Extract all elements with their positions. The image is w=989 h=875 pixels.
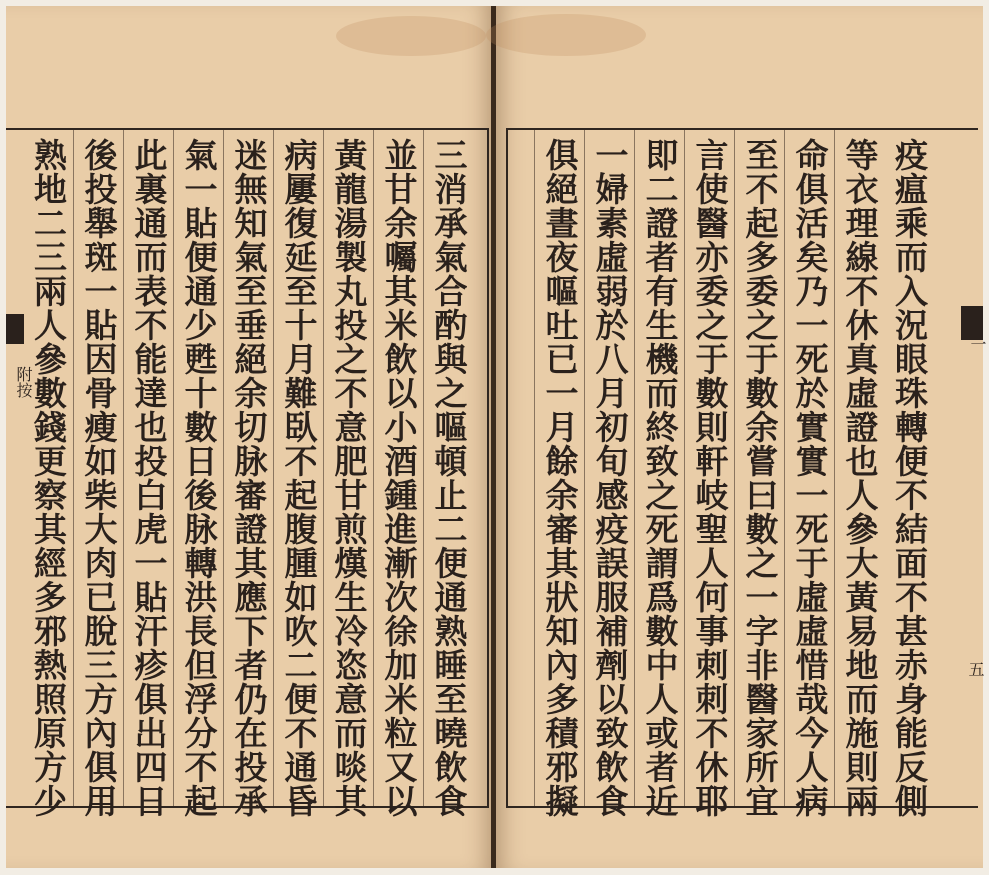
text-column: 後投舉斑一貼因骨瘦如柴大肉已脫三方內俱用 xyxy=(73,130,123,806)
left-page xyxy=(6,6,492,868)
text-column: 等衣理線不休真虛證也人參大黃易地而施則兩 xyxy=(834,130,884,806)
text-frame-left xyxy=(6,128,489,818)
text-column: 氣一貼便通少甦十數日後脉轉洪長但浮分不起 xyxy=(173,130,223,806)
text-frame-right xyxy=(506,128,978,818)
text-column: 迷無知氣至垂絕余切脉審證其應下者仍在投承 xyxy=(223,130,273,806)
text-column: 至不起多委之于數余嘗曰數之一字非醫家所宜 xyxy=(734,130,784,806)
margin-label-left: 附按 xyxy=(14,366,33,398)
margin-label-right-top: 一 xyxy=(968,336,987,352)
text-column: 言使醫亦委之于數則軒岐聖人何事刺刺不休耶 xyxy=(684,130,734,806)
book-spread xyxy=(6,6,987,868)
text-column: 此裏通而表不能達也投白虎一貼汗疹俱出四日 xyxy=(123,130,173,806)
text-column: 俱絕晝夜嘔吐已一月餘余審其狀知內多積邪擬 xyxy=(534,130,584,806)
text-column: 並甘余囑其米飲以小酒鍾進漸次徐加米粒又以 xyxy=(373,130,423,806)
right-page xyxy=(496,6,987,868)
margin-label-right-page-number: 五 xyxy=(966,661,985,677)
text-column: 三消承氣合酌與之嘔頓止二便通熟睡至曉飲食 xyxy=(423,130,473,806)
text-column: 疫瘟乘而入況眼珠轉便不結面不甚赤身能反側 xyxy=(890,138,929,818)
text-column: 熟地二三兩人參數錢更察其經多邪熱照原方少 xyxy=(29,138,68,818)
text-column: 即二證者有生機而終致之死謂爲數中人或者近 xyxy=(634,130,684,806)
text-column: 命俱活矣乃一死於實實一死于虛虛惜哉今人病 xyxy=(784,130,834,806)
text-column: 病屢復延至十月難臥不起腹腫如吹二便不通昏 xyxy=(273,130,323,806)
text-column: 黃龍湯製丸投之不意肥甘煎熯生冷恣意而啖其 xyxy=(323,130,373,806)
text-column: 一婦素虛弱於八月初旬感疫誤服補劑以致飲食 xyxy=(584,130,634,806)
